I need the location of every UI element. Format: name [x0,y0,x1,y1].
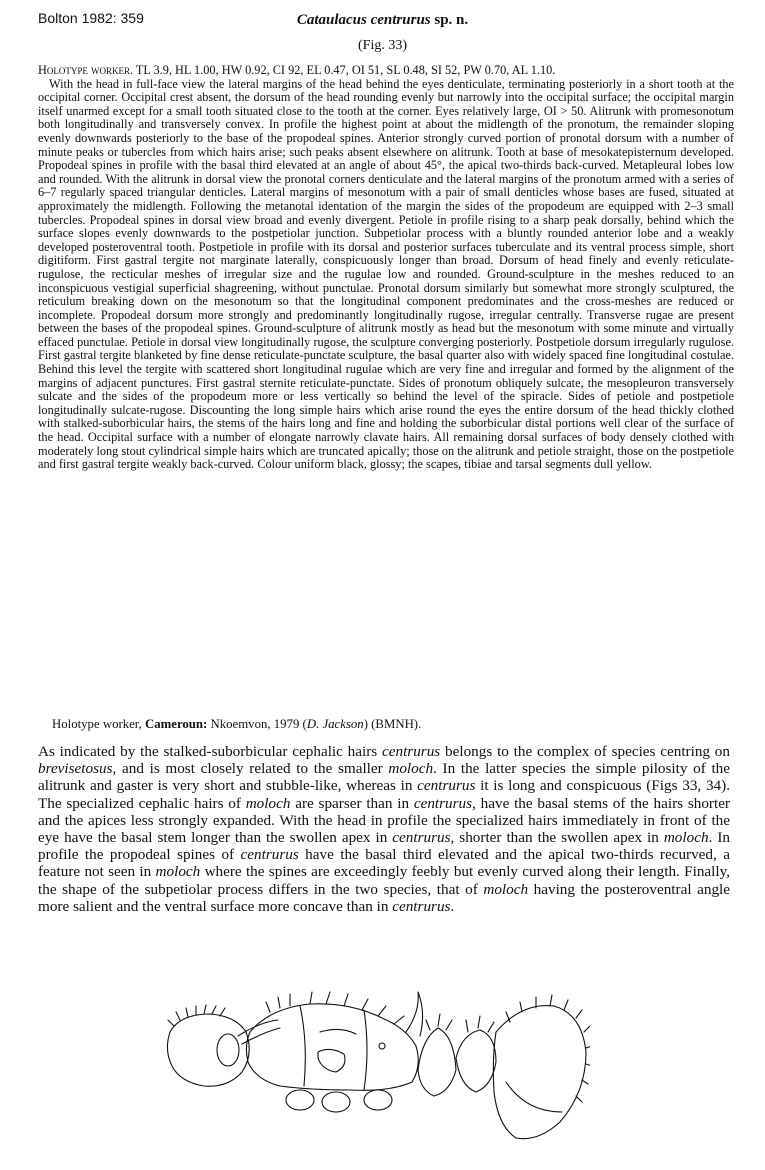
citation-label: Bolton 1982: 359 [38,10,144,26]
petiole-outline [418,1028,456,1096]
propodeal-spine [406,992,423,1036]
measurements: TL 3.9, HL 1.00, HW 0.92, CI 92, EL 0.47, OI 51, SL 0.48, SI 52, PW 0.70, AL 1.10. [135,63,556,77]
holotype-prefix: Holotype worker, [52,717,142,731]
species-name-italic: centrurus [240,846,299,864]
discussion-text: As indicated by the stalked-suborbicular cephalic hairs centrurus belongs to the complex of species centring on brevisetosus, and is most closely related to the smaller moloch. In the latter species the simple pilosity of the alitrunk and gaster is very short and stubble-like, whereas in centrurus it is long and conspicuous (Figs 33, 34). The specialized cephalic hairs of moloch are sparser than in centrurus, have the basal stems of the hairs shorter and the apices less strongly expanded. With the head in profile the specialized hairs immediately in front of the eye have the basal stem longer than the swollen apex in centrurus, shorter than the swollen apex in moloch. In profile the propodeal spines of centrurus have the basal third elevated and the apical two-thirds recurved, a feature not seen in moloch where the spines are exceedingly feebly but evenly curved along their length. Finally, the shape of the subpetiolar process differs in the two species, that of moloch having the posteroventral angle more salient and the ventral surface more concave than in centrurus. [38,743,731,915]
holotype-locality: Nkoemvon, 1979 ( [210,717,307,731]
description-label: Holotype worker. [38,63,134,77]
species-name-italic: centrurus [417,777,476,795]
postpetiole-outline [456,1030,496,1092]
holotype-collector: D. Jackson [306,717,364,731]
head-outline [167,1014,249,1086]
eye-outline [217,1034,239,1066]
holotype-description [38,64,734,472]
holotype-record [52,717,421,732]
species-name-italic: moloch [483,880,529,898]
species-name: Cataulacus centrurus [296,12,431,28]
species-name-italic: centrurus [392,897,451,915]
species-name-italic: centrurus [392,829,451,847]
species-name-italic: centrurus [413,794,473,812]
alitrunk-outline [246,1004,418,1091]
species-name-italic: brevisetosus [38,760,113,778]
species-name-italic: moloch [155,863,201,881]
species-title [0,12,765,29]
species-name-italic: moloch [663,829,709,847]
holotype-country: Cameroun: [144,717,208,731]
discussion [38,743,730,915]
figure-reference: (Fig. 33) [358,38,407,53]
gaster-outline [493,1006,586,1139]
ant-profile-figure [150,962,590,1162]
species-status: sp. n. [434,12,469,28]
species-name-italic: centrurus [382,743,441,760]
species-name-italic: moloch [388,760,434,778]
holotype-suffix: ) (BMNH). [363,717,422,731]
species-name-italic: moloch [245,794,291,812]
description-body: With the head in full-face view the lateral margins of the head behind the eyes denticulate, terminating posteriorly in a short tooth at the occipital corner. Occipital crest absent, the dorsum of the head rounding evenly but narrowly into the occipital surface; the occipital margin itself unarmed except for a small tooth situated close to the tooth at the corner. Eyes relatively large, OI > 50. Alitrunk with promesonotum both longitudinally and transversely convex. In profile the highest point at about the midlength of the pronotum, the remainder sloping evenly downwards posteriorly to the base of the propodeal spines. Anterior strongly curved portion of pronotal dorsum with a number of minute peaks or tubercles from which hairs arise; such peaks absent elsewhere on alitrunk. Tooth at base of mesokatepisternum developed. Propodeal spines in profile with the basal third elevated at an angle of about 45°, the apical two-thirds back-curved. Metapleural lobes low and rounded. With the alitrunk in dorsal view the pronotal corners denticulate and the lateral margins of the pronotum armed with a series of 6–7 regularly spaced triangular denticles. Lateral margins of mesonotum with a pair of small denticles whose bases are fused, situated at approximately the midlength. Following the metanotal identation of the margin the sides of the propodeum are equipped with 2–3 small tubercles. Propodeal spines in dorsal view broad and evenly divergent. Petiole in profile rising to a sharp peak dorsally, behind which the surface slopes evenly downwards to the postpetiolar junction. Subpetiolar process with a bluntly rounded anterior lobe and a weakly developed posteroventral tooth. Postpetiole in profile with its dorsal and posterior surfaces tuberculate and its ventral process simple, short digitiform. First gastral tergite not marginate laterally, conspicuously longer than broad. Dorsum of head finely and evenly reticulate-rugulose, the recticular meshes of irregular size and the rugulae low and rounded. Ground-sculpture in the meshes reduced to an inconspicuous vestigial superficial shagreening, without punctulae. Pronotal dorsum similarly but somewhat more strongly sculptured, the reticulum breaking down on the mesonotum so that the longitudinal component predominates and the cross-meshes are reduced or incomplete. Propodeal dorsum more strongly and predominantly longitudinally rugose, irregular centrally. Transverse rugae are present between the bases of the propodeal spines. Ground-sculpture of alitrunk mostly as head but the mesonotum with some minute and virtually effaced punctulae. Petiole in dorsal view longitudinally rugose, the sculpture converging posteriorly. Postpetiole dorsum irregularly rugulose. First gastral tergite blanketed by fine dense reticulate-punctate sculpture, the basal quarter also with widely spaced fine longitudinal costulae. Behind this level the tergite with scattered short longitudinal rugulae which are very fine and irregular and formed by the alignment of the margins of adjacent punctures. First gastral sternite reticulate-punctate. Sides of pronotum obliquely sulcate, the mesopleuron transversely sulcate and the sides of the propodeum more or less vertically so behind the level of the spiracle. Sides of petiole and postpetiole longitudinally sulcate-rugose. Discounting the long simple hairs which arise round the eyes the entire dorsum of the head thickly clothed with stalked-suborbicular hairs, the stems of the hairs long and fine and holding the suborbicular distal portions well clear of the surface of the head. Occipital surface with a number of elongate narrowly clavate hairs. All remaining dorsal surfaces of body densely clothed with moderately long stout cylindrical simple hairs which are truncated apically; those on the alitrunk and petiole straight, those on the postpetiole and first gastral tergite weakly back-curved. Colour uniform black, glossy; the scapes, tibiae and tarsal segments dull yellow. [38,76,734,472]
